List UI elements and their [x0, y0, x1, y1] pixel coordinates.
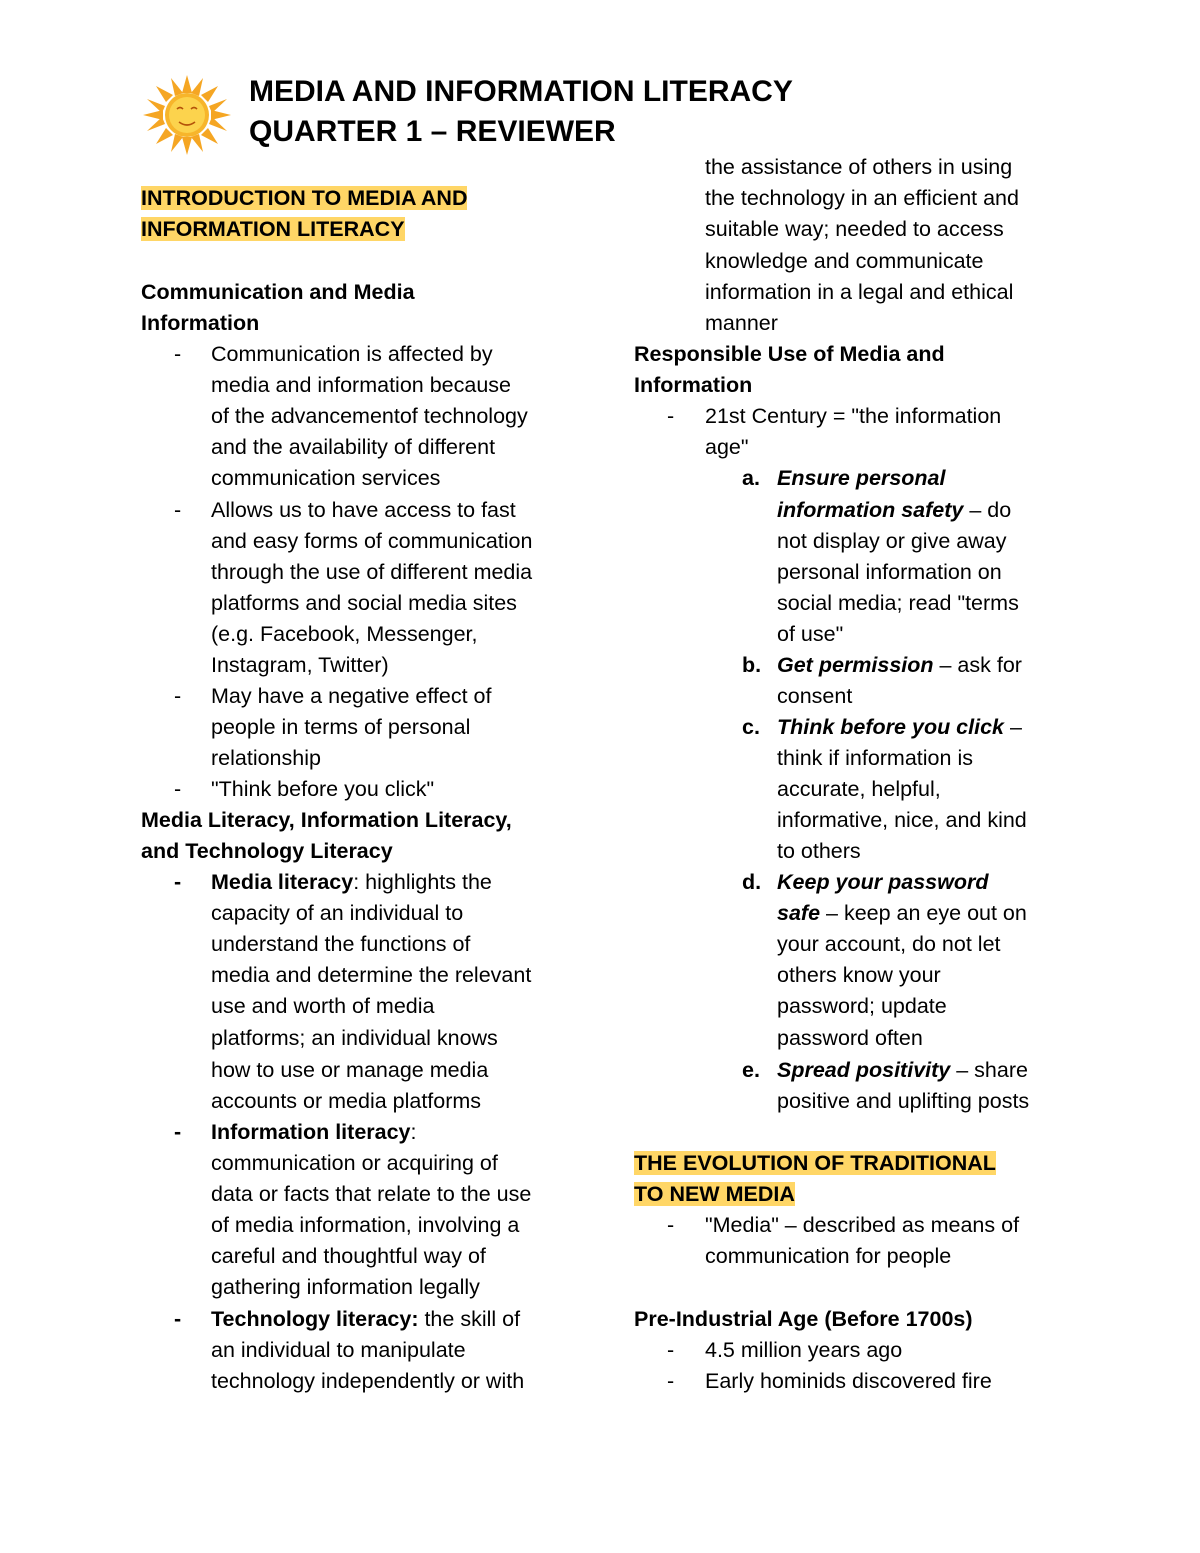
definition-text: understand the functions of — [211, 932, 471, 956]
item-term: Ensure personal — [777, 466, 946, 490]
item-text: social media; read "terms — [777, 591, 1019, 615]
definition-text: the skill of — [418, 1307, 521, 1331]
item-term: Think before you click — [777, 715, 1004, 739]
section-heading-intro: INTRODUCTION TO MEDIA AND — [141, 186, 468, 210]
item-text: of use" — [777, 622, 844, 646]
subheading-literacy: Media Literacy, Information Literacy, — [141, 808, 512, 832]
item-text: personal information on — [777, 560, 1002, 584]
item-text: think if information is — [777, 746, 973, 770]
definition-text: : highlights the — [353, 870, 492, 894]
item-text: password often — [777, 1026, 923, 1050]
item-text: to others — [777, 839, 861, 863]
definition-text: use and worth of media — [211, 994, 435, 1018]
term: Technology literacy: — [211, 1307, 419, 1331]
section-heading-evolution: THE EVOLUTION OF TRADITIONAL — [634, 1151, 996, 1175]
text-line: manner — [705, 311, 778, 335]
bullet-text: and the availability of different — [211, 435, 496, 459]
definition-text: an individual to manipulate — [211, 1338, 466, 1362]
bullet-dash: - — [667, 1213, 675, 1237]
definition-text: capacity of an individual to — [211, 901, 464, 925]
text-line: the technology in an efficient and — [705, 186, 1019, 210]
item-term: information safety — [777, 498, 964, 522]
item-letter: e. — [742, 1058, 760, 1082]
item-text: – — [1004, 715, 1022, 739]
item-text: positive and uplifting posts — [777, 1089, 1030, 1113]
item-text: informative, nice, and kind — [777, 808, 1027, 832]
bullet-text: platforms and social media sites — [211, 591, 517, 615]
bullet-text: Instagram, Twitter) — [211, 653, 389, 677]
subheading-responsible-use: Responsible Use of Media and — [634, 342, 945, 366]
bullet-dash: - — [174, 1307, 182, 1331]
subheading-communication: Communication and Media — [141, 280, 415, 304]
item-text: consent — [777, 684, 853, 708]
bullet-dash: - — [667, 1369, 675, 1393]
text-line: suitable way; needed to access — [705, 217, 1004, 241]
item-term: Keep your password — [777, 870, 989, 894]
item-term: safe — [777, 901, 821, 925]
bullet-text: Communication is affected by — [211, 342, 493, 366]
subheading-pre-industrial: Pre-Industrial Age (Before 1700s) — [634, 1307, 973, 1331]
bullet-text: age" — [705, 435, 749, 459]
bullet-text: of the advancementof technology — [211, 404, 528, 428]
bullet-text: Allows us to have access to fast — [211, 498, 516, 522]
sun-icon — [142, 74, 232, 156]
bullet-text: "Think before you click" — [211, 777, 435, 801]
bullet-text: communication for people — [705, 1244, 952, 1268]
bullet-text: 4.5 million years ago — [705, 1338, 903, 1362]
definition-text: technology independently or with — [211, 1369, 525, 1393]
item-letter: c. — [742, 715, 760, 739]
bullet-text: media and information because — [211, 373, 511, 397]
section-heading-intro-2: INFORMATION LITERACY — [141, 217, 405, 241]
bullet-dash: - — [174, 870, 182, 894]
item-text: others know your — [777, 963, 941, 987]
bullet-dash: - — [667, 404, 675, 428]
bullet-dash: - — [174, 498, 182, 522]
definition-text: data or facts that relate to the use — [211, 1182, 532, 1206]
item-text: – do — [963, 498, 1012, 522]
term: Media literacy — [211, 870, 354, 894]
bullet-text: (e.g. Facebook, Messenger, — [211, 622, 478, 646]
text-line: the assistance of others in using — [705, 155, 1013, 179]
text-line: information in a legal and ethical — [705, 280, 1014, 304]
subheading-communication-2: Information — [141, 311, 260, 335]
bullet-text: and easy forms of communication — [211, 529, 533, 553]
definition-text: platforms; an individual knows — [211, 1026, 498, 1050]
item-text: your account, do not let — [777, 932, 1001, 956]
definition-text: how to use or manage media — [211, 1058, 489, 1082]
bullet-dash: - — [174, 1120, 182, 1144]
item-text: accurate, helpful, — [777, 777, 941, 801]
definition-text: media and determine the relevant — [211, 963, 532, 987]
item-term: Spread positivity — [777, 1058, 951, 1082]
definition-text: : — [410, 1120, 417, 1144]
bullet-text: people in terms of personal — [211, 715, 471, 739]
subheading-literacy-2: and Technology Literacy — [141, 839, 393, 863]
bullet-text: relationship — [211, 746, 321, 770]
term: Information literacy — [211, 1120, 411, 1144]
definition-text: of media information, involving a — [211, 1213, 520, 1237]
subheading-responsible-use-2: Information — [634, 373, 753, 397]
bullet-text: Early hominids discovered fire — [705, 1369, 992, 1393]
title-line-1: MEDIA AND INFORMATION LITERACY — [249, 75, 793, 108]
definition-text: communication or acquiring of — [211, 1151, 498, 1175]
item-letter: d. — [742, 870, 762, 894]
bullet-text: 21st Century = "the information — [705, 404, 1002, 428]
bullet-dash: - — [667, 1338, 675, 1362]
item-term: Get permission — [777, 653, 934, 677]
bullet-dash: - — [174, 684, 182, 708]
item-text: password; update — [777, 994, 947, 1018]
bullet-dash: - — [174, 342, 182, 366]
bullet-text: communication services — [211, 466, 441, 490]
item-letter: b. — [742, 653, 762, 677]
text-line: knowledge and communicate — [705, 249, 984, 273]
definition-text: careful and thoughtful way of — [211, 1244, 486, 1268]
section-heading-evolution-2: TO NEW MEDIA — [634, 1182, 795, 1206]
bullet-text: May have a negative effect of — [211, 684, 492, 708]
item-text: – share — [950, 1058, 1028, 1082]
title-line-2: QUARTER 1 – REVIEWER — [249, 115, 616, 148]
bullet-dash: - — [174, 777, 182, 801]
bullet-text: through the use of different media — [211, 560, 533, 584]
item-text: – keep an eye out on — [820, 901, 1027, 925]
item-letter: a. — [742, 466, 760, 490]
bullet-text: "Media" – described as means of — [705, 1213, 1020, 1237]
document-title — [249, 72, 793, 152]
item-text: not display or give away — [777, 529, 1007, 553]
definition-text: accounts or media platforms — [211, 1089, 482, 1113]
item-text: – ask for — [933, 653, 1022, 677]
definition-text: gathering information legally — [211, 1275, 480, 1299]
